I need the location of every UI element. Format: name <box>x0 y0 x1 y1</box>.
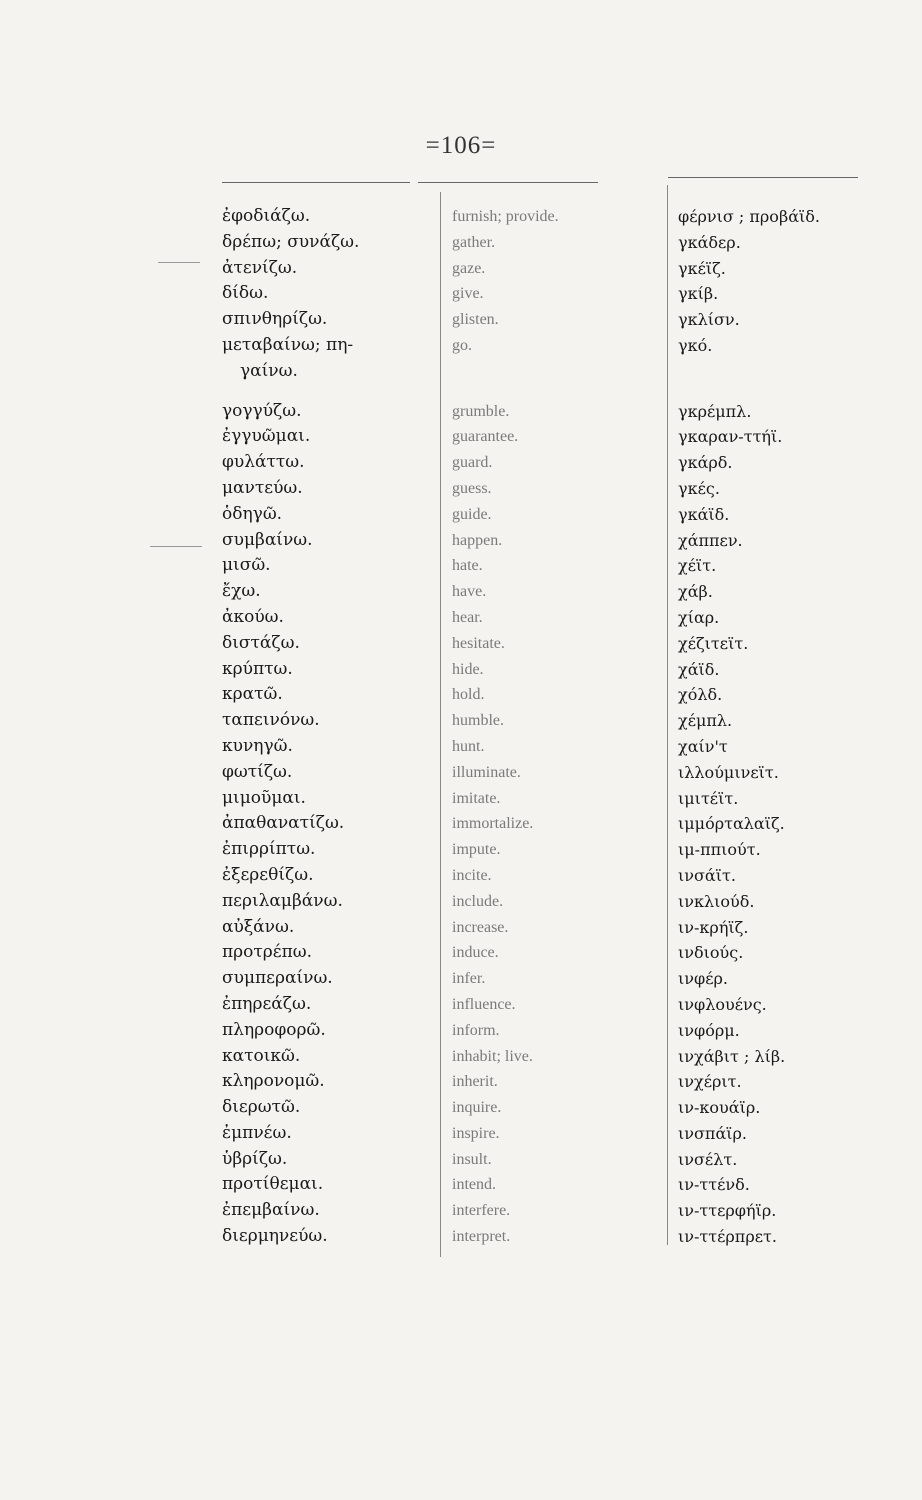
transliteration-entry: ινφόρμ. <box>678 1020 740 1040</box>
header-rule-right <box>668 177 858 178</box>
english-entry: increase. <box>452 918 509 936</box>
english-entry: immortalize. <box>452 815 534 833</box>
greek-entry: δίδω. <box>222 283 269 304</box>
transliteration-entry: γκαραν-ττήϊ. <box>678 427 783 447</box>
greek-entry: ἐπηρεάζω. <box>222 993 312 1014</box>
greek-entry: μαντεύω. <box>222 477 303 498</box>
greek-column <box>222 204 432 1250</box>
margin-mark-middle <box>150 546 202 547</box>
transliteration-entry: ιν-κρήϊζ. <box>678 917 749 937</box>
greek-entry: κυνηγῶ. <box>222 735 293 756</box>
english-entry-blank <box>452 359 667 385</box>
greek-entry: μεταβαίνω; πη- <box>222 334 354 355</box>
transliteration-entry: ιν-ττέρπρετ. <box>678 1227 777 1247</box>
english-entry: gaze. <box>452 259 486 277</box>
transliteration-entry: χίαρ. <box>678 607 720 627</box>
english-entry: hunt. <box>452 737 485 755</box>
column-divider-right <box>667 185 668 1245</box>
english-entry: inspire. <box>452 1124 500 1142</box>
greek-entry: ἐφοδιάζω. <box>222 206 311 226</box>
transliteration-entry: ινφέρ. <box>678 969 728 989</box>
transliteration-entry: ινχάβιτ ; λίβ. <box>678 1046 786 1066</box>
greek-entry: συμβαίνω. <box>222 529 313 550</box>
transliteration-entry: ιν-κουάϊρ. <box>678 1098 761 1118</box>
english-entry: interfere. <box>452 1202 511 1220</box>
transliteration-entry: ιν-ττερφήϊρ. <box>678 1201 777 1221</box>
transliteration-entry-blank <box>678 359 898 385</box>
greek-entry: ἀκούω. <box>222 606 284 627</box>
english-entry: hide. <box>452 660 484 678</box>
transliteration-entry: γκρέμπλ. <box>678 401 752 421</box>
english-entry: furnish; provide. <box>452 208 559 225</box>
english-entry: guess. <box>452 479 492 497</box>
greek-entry: διστάζω. <box>222 632 300 653</box>
transliteration-entry: ινσπάϊρ. <box>678 1123 748 1143</box>
english-entry: hold. <box>452 686 485 704</box>
transliteration-entry: χάϊδ. <box>678 659 720 679</box>
transliteration-entry: ιμιτέϊτ. <box>678 788 739 808</box>
english-entry: go. <box>452 336 472 354</box>
english-entry: include. <box>452 892 504 910</box>
greek-entry: ἀπαθανατίζω. <box>222 813 345 834</box>
greek-entry: ἔχω. <box>222 581 261 602</box>
greek-entry: κρατῶ. <box>222 684 283 705</box>
greek-entry: μισῶ. <box>222 555 271 576</box>
greek-entry: ταπεινόνω. <box>222 710 320 731</box>
greek-entry: δρέπω; συνάζω. <box>222 231 360 252</box>
english-column <box>452 204 667 1250</box>
margin-mark-top <box>158 262 200 263</box>
transliteration-entry: ινκλιούδ. <box>678 891 755 911</box>
greek-entry: ὑβρίζω. <box>222 1148 288 1169</box>
transliteration-entry: χόλδ. <box>678 685 723 705</box>
greek-entry: κληρονομῶ. <box>222 1071 325 1092</box>
transliteration-entry: χαίν'τ <box>678 736 728 756</box>
transliteration-entry: ινδιούς. <box>678 943 744 963</box>
english-entry: insult. <box>452 1150 492 1168</box>
greek-entry: διερωτῶ. <box>222 1097 301 1118</box>
transliteration-entry: φέρνισ ; προβάϊδ. <box>678 207 820 226</box>
greek-entry: ἐπεμβαίνω. <box>222 1200 320 1221</box>
transliteration-entry: γκάϊδ. <box>678 504 730 524</box>
greek-entry: φυλάττω. <box>222 452 305 473</box>
transliteration-entry: ιλλούμινεϊτ. <box>678 762 779 782</box>
greek-entry: σπινθηρίζω. <box>222 309 328 330</box>
greek-entry: ἐμπνέω. <box>222 1122 292 1143</box>
transliteration-entry: χέζιτεϊτ. <box>678 633 749 653</box>
header-rule-left <box>222 182 410 183</box>
transliteration-entry: γκλίσν. <box>678 310 740 330</box>
greek-entry: περιλαμβάνω. <box>222 890 343 911</box>
english-entry: infer. <box>452 970 486 988</box>
greek-entry: ἀτενίζω. <box>222 257 298 278</box>
english-entry: guarantee. <box>452 428 519 446</box>
greek-entry: μιμοῦμαι. <box>222 787 306 808</box>
transliteration-entry: ιμμόρταλαϊζ. <box>678 814 785 834</box>
transliteration-column <box>678 204 898 1250</box>
english-entry: hesitate. <box>452 634 505 652</box>
english-entry: induce. <box>452 944 499 962</box>
greek-entry: ἐξερεθίζω. <box>222 864 314 885</box>
greek-entry: συμπεραίνω. <box>222 968 333 989</box>
transliteration-entry: χέϊτ. <box>678 556 717 576</box>
english-entry: imitate. <box>452 789 501 807</box>
transliteration-entry: γκάρδ. <box>678 453 733 473</box>
greek-entry: ἐπιρρίπτω. <box>222 839 316 860</box>
greek-entry: πληροφορῶ. <box>222 1019 326 1040</box>
english-entry: humble. <box>452 712 504 730</box>
transliteration-entry: χέμπλ. <box>678 711 733 731</box>
column-divider-left <box>440 192 441 1257</box>
english-entry: guard. <box>452 454 493 472</box>
english-entry: hear. <box>452 608 483 626</box>
greek-entry: προτίθεμαι. <box>222 1174 324 1195</box>
greek-entry: γογγύζω. <box>222 400 302 421</box>
greek-entry: ὁδηγῶ. <box>222 503 283 524</box>
english-entry: grumble. <box>452 402 510 420</box>
english-entry: glisten. <box>452 311 499 329</box>
greek-entry: κατοικῶ. <box>222 1045 301 1066</box>
english-entry: inquire. <box>452 1099 502 1117</box>
transliteration-entry: γκό. <box>678 335 713 355</box>
transliteration-entry: γκίβ. <box>678 284 719 304</box>
english-entry: illuminate. <box>452 763 521 781</box>
english-entry: hate. <box>452 557 483 575</box>
transliteration-entry: γκάδερ. <box>678 232 741 252</box>
transliteration-entry: ινφλουένς. <box>678 994 767 1014</box>
english-entry: intend. <box>452 1176 496 1194</box>
english-entry: inherit. <box>452 1073 498 1091</box>
transliteration-entry: ινσάϊτ. <box>678 865 736 885</box>
greek-entry: διερμηνεύω. <box>222 1226 328 1247</box>
english-entry: interpret. <box>452 1228 511 1246</box>
english-entry: incite. <box>452 866 492 884</box>
page-number: =106= <box>425 132 497 159</box>
greek-entry: φωτίζω. <box>222 761 293 782</box>
transliteration-entry: χάππεν. <box>678 530 743 550</box>
greek-entry: προτρέπω. <box>222 942 313 963</box>
english-entry: inform. <box>452 1021 500 1039</box>
transliteration-entry: ιμ-ππιούτ. <box>678 840 761 860</box>
english-entry: impute. <box>452 841 501 859</box>
greek-entry-continuation: γαίνω. <box>240 360 298 381</box>
english-entry: give. <box>452 285 484 303</box>
greek-entry: κρύπτω. <box>222 658 293 679</box>
english-entry: inhabit; live. <box>452 1047 533 1065</box>
english-entry: have. <box>452 583 487 601</box>
transliteration-entry: γκές. <box>678 478 720 498</box>
english-entry: guide. <box>452 505 492 523</box>
transliteration-entry: γκέϊζ. <box>678 258 726 278</box>
english-entry: happen. <box>452 531 503 549</box>
greek-entry: αὐξάνω. <box>222 916 295 937</box>
english-entry: influence. <box>452 995 516 1013</box>
transliteration-entry: χάβ. <box>678 582 713 602</box>
greek-entry: ἐγγυῶμαι. <box>222 426 311 447</box>
transliteration-entry: ινσέλτ. <box>678 1149 738 1169</box>
transliteration-entry: ινχέριτ. <box>678 1072 742 1092</box>
english-entry: gather. <box>452 233 496 251</box>
header-rule-middle <box>418 182 598 183</box>
transliteration-entry: ιν-ττένδ. <box>678 1175 750 1195</box>
